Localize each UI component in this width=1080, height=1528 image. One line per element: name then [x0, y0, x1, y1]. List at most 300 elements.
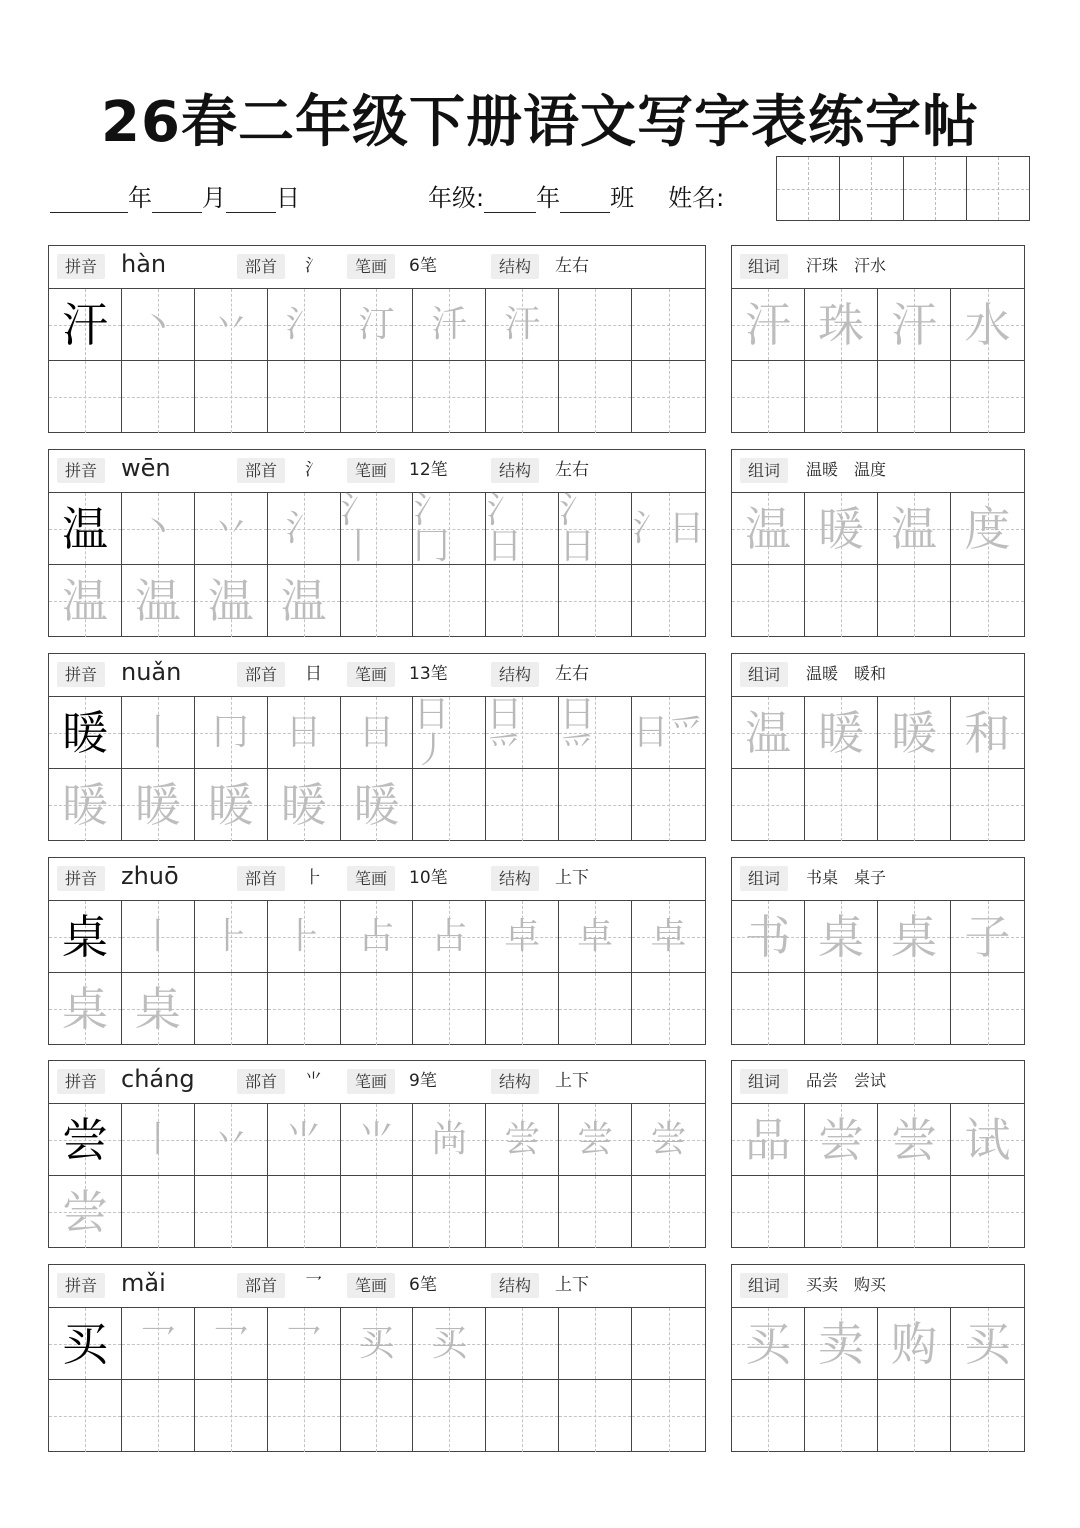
grid-cell[interactable] — [951, 901, 1024, 973]
grid-cell[interactable] — [268, 1104, 341, 1176]
structure-value: 上下 — [555, 868, 589, 888]
grid-cell[interactable] — [559, 361, 632, 433]
grid-cell[interactable] — [122, 901, 195, 973]
grid-cell[interactable] — [559, 973, 632, 1045]
stroke-step: 氵冂 — [413, 489, 450, 567]
stroke-step: 乛 — [212, 1322, 249, 1364]
word-header — [732, 1265, 1024, 1308]
grid-cell[interactable] — [122, 697, 195, 769]
grid-cell[interactable] — [951, 769, 1024, 841]
grid-cell[interactable] — [559, 693, 632, 771]
grid-cell[interactable] — [632, 565, 705, 637]
grid-cell[interactable] — [559, 769, 632, 841]
grid-cell[interactable] — [951, 1308, 1024, 1380]
grid-cell[interactable] — [268, 1380, 341, 1452]
char-block-3 — [48, 857, 706, 1045]
grid-cell[interactable] — [805, 697, 878, 769]
grid-cell[interactable] — [268, 901, 341, 973]
word-char: 汗 — [891, 297, 937, 352]
model-char: 暖 — [61, 705, 108, 760]
stroke-step: 丷 — [212, 507, 249, 549]
grid-cell[interactable] — [341, 1308, 414, 1380]
grid-cell[interactable] — [805, 973, 878, 1045]
name-box[interactable] — [776, 156, 1030, 221]
radical-tag: 部首 — [237, 1273, 285, 1298]
pinyin-value: zhuō — [121, 862, 179, 890]
grid-cell[interactable] — [49, 565, 122, 637]
char-block-0 — [48, 245, 706, 433]
grid-cell[interactable] — [732, 697, 805, 769]
grid-cell[interactable] — [878, 901, 951, 973]
grid-cell[interactable] — [268, 1176, 341, 1248]
grid-cell[interactable] — [632, 1176, 705, 1248]
class-label: 班 — [610, 184, 635, 212]
grid-cell[interactable] — [413, 973, 486, 1045]
strokes-tag: 笔画 — [347, 458, 395, 483]
month-blank[interactable] — [152, 188, 202, 213]
grid-cell[interactable] — [268, 289, 341, 361]
word-header — [732, 1061, 1024, 1104]
grid-cell[interactable] — [805, 1104, 878, 1176]
grid-cell[interactable] — [878, 769, 951, 841]
stroke-step: 氵丨 — [340, 489, 377, 567]
writing-grid — [49, 289, 705, 433]
grid-cell[interactable] — [632, 1308, 705, 1380]
trace-char: 暖 — [280, 778, 327, 832]
grid-cell[interactable] — [878, 289, 951, 361]
grid-cell[interactable] — [413, 1176, 486, 1248]
char-block-5 — [48, 1264, 706, 1452]
word-char: 子 — [964, 909, 1011, 964]
strokes-value: 12笔 — [409, 460, 448, 480]
stroke-step: 卓 — [504, 915, 541, 957]
grid-cell[interactable] — [49, 361, 122, 433]
grid-cell[interactable] — [878, 1380, 951, 1452]
strokes-tag: 笔画 — [347, 1273, 395, 1298]
radical-value: ⺌ — [305, 1071, 322, 1091]
grid-cell[interactable] — [878, 697, 951, 769]
grid-cell[interactable] — [122, 361, 195, 433]
word-char: 水 — [964, 297, 1011, 352]
words-value: 汗珠 汗水 — [806, 256, 887, 275]
strokes-tag: 笔画 — [347, 866, 395, 891]
stroke-step: ⺊ — [285, 915, 322, 957]
grid-cell[interactable] — [341, 973, 414, 1045]
trace-char: 温 — [207, 574, 254, 628]
grid-cell[interactable] — [878, 1308, 951, 1380]
radical-tag: 部首 — [237, 254, 285, 279]
grid-cell[interactable] — [122, 1104, 195, 1176]
grid-cell[interactable] — [951, 289, 1024, 361]
radical-tag: 部首 — [237, 662, 285, 687]
grid-cell[interactable] — [805, 769, 878, 841]
grid-cell[interactable] — [951, 1380, 1024, 1452]
stroke-step: 氵日 — [559, 489, 596, 567]
trace-char: 桌 — [134, 982, 181, 1036]
grade-blank[interactable] — [484, 188, 536, 213]
word-char: 桌 — [891, 909, 937, 964]
grid-cell[interactable] — [632, 769, 705, 841]
grid-cell[interactable] — [805, 565, 878, 637]
grid-cell[interactable] — [878, 1104, 951, 1176]
grid-cell[interactable] — [49, 493, 122, 565]
grid-cell[interactable] — [486, 1176, 559, 1248]
trace-char: 暖 — [134, 778, 181, 832]
grid-cell[interactable] — [340, 489, 414, 567]
grid-cell[interactable] — [49, 1308, 122, 1380]
grid-cell[interactable] — [341, 565, 414, 637]
grid-cell[interactable] — [732, 1380, 805, 1452]
trace-char: 温 — [280, 574, 327, 628]
stroke-step: ⺌ — [285, 1118, 322, 1160]
grid-cell[interactable] — [195, 493, 268, 565]
grid-cell[interactable] — [805, 1380, 878, 1452]
stroke-step: 氵日 — [486, 489, 523, 567]
grid-cell[interactable] — [632, 493, 705, 565]
grid-cell[interactable] — [268, 493, 341, 565]
pinyin-tag: 拼音 — [57, 254, 105, 279]
word-char: 暖 — [891, 705, 937, 760]
name-cell[interactable] — [904, 157, 967, 220]
stroke-step: 丨 — [139, 1118, 176, 1160]
strokes-tag: 笔画 — [347, 1069, 395, 1094]
word-char: 尝 — [891, 1112, 937, 1167]
grid-cell[interactable] — [268, 769, 341, 841]
radical-tag: 部首 — [237, 1069, 285, 1094]
name-cell[interactable] — [777, 157, 840, 220]
structure-value: 左右 — [555, 256, 589, 276]
word-block-3 — [731, 857, 1025, 1045]
radical-value: 氵 — [305, 256, 322, 276]
char-header — [49, 246, 705, 289]
grid-cell[interactable] — [632, 901, 705, 973]
grid-cell[interactable] — [49, 769, 122, 841]
grid-cell[interactable] — [122, 565, 195, 637]
pinyin-value: nuǎn — [121, 658, 182, 686]
radical-value: 氵 — [305, 460, 322, 480]
stroke-step: 汗 — [504, 303, 541, 345]
grid-cell[interactable] — [268, 1308, 341, 1380]
grid-cell[interactable] — [49, 901, 122, 973]
word-char: 尝 — [818, 1112, 864, 1167]
word-grid — [732, 901, 1024, 1045]
stroke-step: 占 — [358, 915, 395, 957]
grid-cell[interactable] — [413, 901, 486, 973]
grid-cell[interactable] — [951, 697, 1024, 769]
grid-cell[interactable] — [341, 901, 414, 973]
pinyin-tag: 拼音 — [57, 1069, 105, 1094]
grid-cell[interactable] — [413, 565, 486, 637]
name-cell[interactable] — [967, 157, 1029, 220]
radical-value: 日 — [305, 664, 322, 684]
grade-year-label: 年 — [536, 184, 561, 212]
word-char: 暖 — [818, 501, 864, 556]
grid-cell[interactable] — [486, 901, 559, 973]
grid-cell[interactable] — [413, 769, 486, 841]
writing-grid — [49, 489, 705, 637]
grid-cell[interactable] — [732, 1176, 805, 1248]
grid-cell[interactable] — [559, 901, 632, 973]
grid-cell[interactable] — [805, 493, 878, 565]
stroke-step: 尝 — [650, 1118, 687, 1160]
pinyin-value: cháng — [121, 1065, 195, 1093]
word-char: 卖 — [818, 1316, 864, 1371]
stroke-step: 丶 — [139, 303, 176, 345]
word-char: 度 — [964, 501, 1011, 556]
grid-cell[interactable] — [341, 289, 414, 361]
grid-cell[interactable] — [341, 361, 414, 433]
grid-cell[interactable] — [195, 1104, 268, 1176]
day-blank[interactable] — [226, 188, 276, 213]
grid-cell[interactable] — [486, 693, 559, 771]
grid-cell[interactable] — [559, 1104, 632, 1176]
grid-cell[interactable] — [732, 565, 805, 637]
trace-char: 温 — [61, 574, 108, 628]
grid-cell[interactable] — [413, 361, 486, 433]
stroke-step: 卓 — [577, 915, 614, 957]
date-line — [50, 178, 300, 213]
grid-cell[interactable] — [732, 1308, 805, 1380]
grid-cell[interactable] — [486, 973, 559, 1045]
grid-cell[interactable] — [268, 697, 341, 769]
grid-cell[interactable] — [341, 769, 414, 841]
grid-cell[interactable] — [486, 1308, 559, 1380]
word-block-2 — [731, 653, 1025, 841]
grid-cell[interactable] — [122, 1176, 195, 1248]
grid-cell[interactable] — [486, 289, 559, 361]
model-char: 桌 — [61, 909, 108, 964]
grid-cell[interactable] — [122, 289, 195, 361]
stroke-step: 尚 — [431, 1118, 468, 1160]
grid-cell[interactable] — [122, 1308, 195, 1380]
grid-cell[interactable] — [122, 769, 195, 841]
grid-cell[interactable] — [632, 361, 705, 433]
structure-value: 上下 — [555, 1071, 589, 1091]
grid-cell[interactable] — [122, 973, 195, 1045]
name-cell[interactable] — [840, 157, 903, 220]
grid-cell[interactable] — [486, 565, 559, 637]
grid-cell[interactable] — [951, 493, 1024, 565]
stroke-step: 汀 — [358, 303, 395, 345]
grid-cell[interactable] — [486, 1104, 559, 1176]
stroke-step: 丨 — [139, 915, 176, 957]
word-header — [732, 450, 1024, 493]
strokes-value: 9笔 — [409, 1071, 437, 1091]
writing-grid — [49, 693, 705, 841]
trace-char: 温 — [134, 574, 181, 628]
grid-cell[interactable] — [732, 769, 805, 841]
char-block-4 — [48, 1060, 706, 1248]
grid-cell[interactable] — [122, 1380, 195, 1452]
pinyin-value: hàn — [121, 250, 167, 278]
words-tag: 组词 — [740, 866, 788, 891]
grade-label: 年级: — [428, 184, 485, 212]
grid-cell[interactable] — [805, 901, 878, 973]
class-blank[interactable] — [560, 188, 610, 213]
word-char: 品 — [745, 1112, 791, 1167]
stroke-step: 丨 — [139, 711, 176, 753]
grid-cell[interactable] — [951, 973, 1024, 1045]
strokes-value: 6笔 — [409, 256, 437, 276]
grid-cell[interactable] — [486, 489, 559, 567]
grid-cell[interactable] — [878, 565, 951, 637]
stroke-step: 丷 — [212, 303, 249, 345]
pinyin-tag: 拼音 — [57, 458, 105, 483]
grid-cell[interactable] — [732, 973, 805, 1045]
stroke-step: 日丿 — [413, 693, 450, 771]
grid-cell[interactable] — [413, 489, 486, 567]
grid-cell[interactable] — [413, 289, 486, 361]
grid-cell[interactable] — [632, 697, 705, 769]
grid-cell[interactable] — [805, 361, 878, 433]
trace-char: 尝 — [61, 1185, 108, 1239]
word-block-4 — [731, 1060, 1025, 1248]
grid-cell[interactable] — [49, 973, 122, 1045]
grid-cell[interactable] — [195, 1176, 268, 1248]
grid-cell[interactable] — [951, 361, 1024, 433]
grid-cell[interactable] — [195, 769, 268, 841]
strokes-tag: 笔画 — [347, 662, 395, 687]
word-header — [732, 858, 1024, 901]
grid-cell[interactable] — [341, 697, 414, 769]
trace-char: 桌 — [61, 982, 108, 1036]
grid-cell[interactable] — [195, 901, 268, 973]
stroke-step: 氵 — [285, 507, 322, 549]
grid-cell[interactable] — [559, 289, 632, 361]
pinyin-tag: 拼音 — [57, 866, 105, 891]
trace-char: 暖 — [61, 778, 108, 832]
stroke-step: 乛 — [285, 1322, 322, 1364]
structure-value: 上下 — [555, 1275, 589, 1295]
grid-cell[interactable] — [878, 973, 951, 1045]
grid-cell[interactable] — [951, 1176, 1024, 1248]
grid-cell[interactable] — [122, 493, 195, 565]
word-grid — [732, 697, 1024, 841]
char-header — [49, 1061, 705, 1104]
grid-cell[interactable] — [732, 289, 805, 361]
grid-cell[interactable] — [49, 1104, 122, 1176]
grid-cell[interactable] — [195, 973, 268, 1045]
grid-cell[interactable] — [632, 1104, 705, 1176]
pinyin-value: wēn — [121, 454, 171, 482]
word-header — [732, 246, 1024, 289]
word-block-5 — [731, 1264, 1025, 1452]
day-label: 日 — [276, 184, 300, 212]
structure-value: 左右 — [555, 460, 589, 480]
grid-cell[interactable] — [559, 1308, 632, 1380]
word-char: 桌 — [818, 909, 864, 964]
model-char: 买 — [61, 1316, 108, 1371]
words-tag: 组词 — [740, 1069, 788, 1094]
grid-cell[interactable] — [268, 565, 341, 637]
grid-cell[interactable] — [632, 973, 705, 1045]
grid-cell[interactable] — [805, 1308, 878, 1380]
words-value: 温暖 温度 — [806, 460, 887, 479]
grid-cell[interactable] — [195, 289, 268, 361]
grid-cell[interactable] — [413, 1308, 486, 1380]
structure-value: 左右 — [555, 664, 589, 684]
page-title: 26春二年级下册语文写字表练字帖 — [101, 90, 979, 155]
stroke-step: 日爫 — [486, 693, 523, 771]
grid-cell[interactable] — [195, 565, 268, 637]
grid-cell[interactable] — [413, 1380, 486, 1452]
strokes-value: 10笔 — [409, 868, 448, 888]
grid-cell[interactable] — [632, 1380, 705, 1452]
grid-cell[interactable] — [878, 361, 951, 433]
stroke-step: 日 — [358, 711, 395, 753]
grid-cell[interactable] — [341, 1380, 414, 1452]
grid-cell[interactable] — [951, 565, 1024, 637]
grid-cell[interactable] — [632, 289, 705, 361]
stroke-step: 日 — [285, 711, 322, 753]
stroke-step: 日爫 — [559, 693, 596, 771]
strokes-value: 6笔 — [409, 1275, 437, 1295]
word-block-0 — [731, 245, 1025, 433]
structure-tag: 结构 — [491, 866, 539, 891]
grid-cell[interactable] — [878, 493, 951, 565]
grid-cell[interactable] — [49, 1380, 122, 1452]
grid-cell[interactable] — [732, 901, 805, 973]
grid-cell[interactable] — [732, 361, 805, 433]
grid-cell[interactable] — [878, 1176, 951, 1248]
stroke-step: ⺊ — [212, 915, 249, 957]
grid-cell[interactable] — [805, 1176, 878, 1248]
grid-cell[interactable] — [486, 769, 559, 841]
grid-cell[interactable] — [559, 1380, 632, 1452]
char-header — [49, 450, 705, 493]
grid-cell[interactable] — [805, 289, 878, 361]
grid-cell[interactable] — [559, 1176, 632, 1248]
grid-cell[interactable] — [49, 697, 122, 769]
grid-cell[interactable] — [49, 1176, 122, 1248]
words-value: 温暖 暖和 — [806, 664, 887, 683]
char-header — [49, 654, 705, 697]
year-blank[interactable] — [50, 188, 128, 213]
grid-cell[interactable] — [341, 1176, 414, 1248]
grid-cell[interactable] — [268, 973, 341, 1045]
char-block-1 — [48, 449, 706, 637]
stroke-step: 占 — [431, 915, 468, 957]
grid-cell[interactable] — [486, 361, 559, 433]
grid-cell[interactable] — [559, 565, 632, 637]
grid-cell[interactable] — [951, 1104, 1024, 1176]
word-char: 买 — [745, 1316, 791, 1371]
word-header — [732, 654, 1024, 697]
radical-tag: 部首 — [237, 866, 285, 891]
grid-cell[interactable] — [268, 361, 341, 433]
grid-cell[interactable] — [559, 489, 632, 567]
grid-cell[interactable] — [195, 1308, 268, 1380]
word-char: 和 — [964, 705, 1011, 760]
grid-cell[interactable] — [732, 1104, 805, 1176]
writing-grid — [49, 1104, 705, 1248]
grid-cell[interactable] — [413, 1104, 486, 1176]
grid-cell[interactable] — [732, 493, 805, 565]
grid-cell[interactable] — [486, 1380, 559, 1452]
word-char: 温 — [745, 705, 791, 760]
model-char: 汗 — [61, 297, 108, 352]
grid-cell[interactable] — [341, 1104, 414, 1176]
grid-cell[interactable] — [413, 693, 486, 771]
word-char: 购 — [891, 1316, 937, 1371]
grid-cell[interactable] — [195, 361, 268, 433]
words-tag: 组词 — [740, 662, 788, 687]
stroke-step: 卓 — [650, 915, 687, 957]
grid-cell[interactable] — [195, 697, 268, 769]
grid-cell[interactable] — [195, 1380, 268, 1452]
grid-cell[interactable] — [49, 289, 122, 361]
word-char: 暖 — [818, 705, 864, 760]
